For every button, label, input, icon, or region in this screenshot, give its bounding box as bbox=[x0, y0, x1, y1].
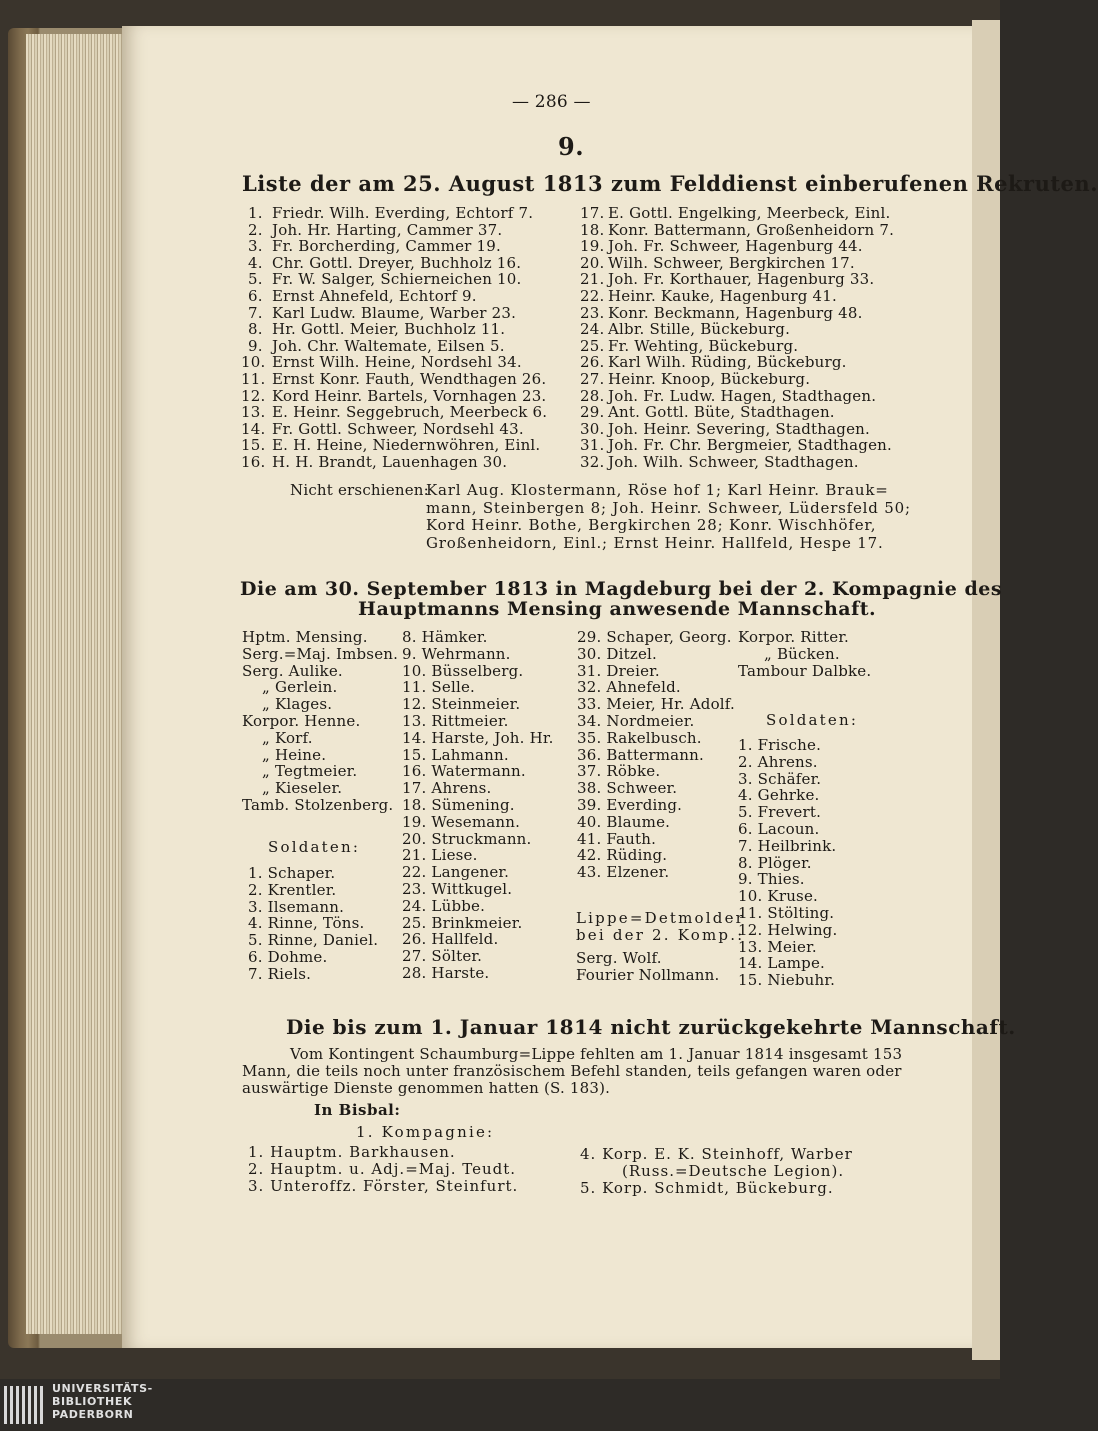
recruit-number: 19. bbox=[580, 237, 605, 256]
company-soldier: 16. Watermann. bbox=[402, 762, 526, 781]
company-soldier: 9. Thies. bbox=[738, 870, 805, 889]
logo-bar bbox=[16, 1386, 19, 1424]
recruit-number: 29. bbox=[580, 403, 605, 422]
recruit-number: 13. bbox=[241, 403, 266, 422]
not-appeared-label: Nicht erschienen: bbox=[290, 481, 429, 499]
company-soldier: 15. Niebuhr. bbox=[738, 971, 836, 990]
recruit-number: 27. bbox=[580, 370, 605, 388]
recruit-number: 2. bbox=[248, 220, 263, 239]
missing-person: 2. Hauptm. u. Adj.=Maj. Teudt. bbox=[248, 1160, 517, 1178]
company-soldier: 14. Lampe. bbox=[738, 954, 825, 973]
company-soldier: 35. Rakelbusch. bbox=[577, 728, 702, 747]
recruit-number: 12. bbox=[241, 386, 266, 405]
lippe-label: Lippe=Detmolder bbox=[576, 909, 746, 927]
recruit-entry: Kord Heinr. Bartels, Vornhagen 23. bbox=[272, 386, 547, 405]
recruit-number: 25. bbox=[580, 336, 605, 355]
heading-missing: Die bis zum 1. Januar 1814 nicht zurückgekehrte Mannschaft. bbox=[286, 1015, 1016, 1039]
company-soldier: 23. Wittkugel. bbox=[402, 880, 513, 898]
company-soldier: 20. Struckmann. bbox=[402, 829, 532, 848]
not-appeared-line: Karl Aug. Klostermann, Röse hof 1; Karl Heinr. Brauk= bbox=[426, 481, 889, 499]
recruit-number: 9. bbox=[248, 336, 263, 355]
missing-person: 5. Korp. Schmidt, Bückeburg. bbox=[580, 1179, 834, 1197]
company-officer: „ Gerlein. bbox=[262, 678, 338, 697]
company-officer: „ Bücken. bbox=[764, 644, 840, 663]
paragraph-line: Mann, die teils noch unter französischem Befehl standen, teils gefangen waren oder bbox=[242, 1062, 902, 1080]
soldaten-label: Soldaten: bbox=[268, 838, 361, 856]
recruit-entry: Wilh. Schweer, Bergkirchen 17. bbox=[608, 253, 855, 272]
company-soldier: 12. Helwing. bbox=[738, 920, 838, 939]
recruit-number: 22. bbox=[580, 287, 605, 305]
company-soldier: 6. Lacoun. bbox=[738, 820, 820, 838]
company-soldier: 1. Frische. bbox=[738, 736, 822, 754]
company-soldier: 11. Stölting. bbox=[738, 904, 835, 922]
company-soldier: 30. Ditzel. bbox=[577, 644, 658, 663]
missing-person: 3. Unteroffz. Förster, Steinfurt. bbox=[248, 1177, 519, 1195]
company-soldier: 11. Selle. bbox=[402, 678, 476, 697]
company-soldier: 5. Rinne, Daniel. bbox=[248, 931, 379, 950]
recruit-number: 26. bbox=[580, 353, 605, 372]
subheading-bisbal: In Bisbal: bbox=[314, 1101, 401, 1119]
recruit-number: 1. bbox=[248, 204, 263, 222]
company-soldier: 19. Wesemann. bbox=[402, 812, 521, 831]
recruit-entry: E. Gottl. Engelking, Meerbeck, Einl. bbox=[608, 204, 891, 222]
company-soldier: 40. Blaume. bbox=[577, 812, 671, 831]
recruit-entry: Ernst Ahnefeld, Echtorf 9. bbox=[272, 287, 477, 305]
company-soldier: 41. Fauth. bbox=[577, 829, 657, 848]
company-soldier: 37. Röbke. bbox=[577, 762, 661, 781]
company-soldier: 17. Ahrens. bbox=[402, 779, 492, 798]
recruit-entry: Konr. Beckmann, Hagenburg 48. bbox=[608, 303, 863, 322]
recruit-number: 32. bbox=[580, 453, 605, 471]
company-soldier: 4. Rinne, Töns. bbox=[248, 914, 365, 933]
company-soldier: 28. Harste. bbox=[402, 964, 490, 982]
recruit-entry: Joh. Fr. Chr. Bergmeier, Stadthagen. bbox=[608, 436, 892, 455]
logo-bar bbox=[34, 1386, 37, 1424]
company-officer: Korpor. Henne. bbox=[242, 712, 361, 730]
recruit-number: 11. bbox=[241, 370, 266, 388]
not-appeared-line: Kord Heinr. Bothe, Bergkirchen 28; Konr. Wischhöfer, bbox=[426, 516, 877, 534]
company-soldier: 13. Meier. bbox=[738, 937, 817, 956]
recruit-entry: Ernst Wilh. Heine, Nordsehl 34. bbox=[272, 353, 522, 372]
heading-company-line2: Hauptmanns Mensing anwesende Mannschaft. bbox=[358, 598, 877, 620]
recruit-entry: Albr. Stille, Bückeburg. bbox=[608, 320, 791, 339]
paragraph-line: Vom Kontingent Schaumburg=Lippe fehlten am 1. Januar 1814 insgesamt 153 bbox=[290, 1045, 903, 1063]
company-soldier: 5. Frevert. bbox=[738, 803, 822, 822]
company-soldier: 8. Plöger. bbox=[738, 853, 812, 872]
company-soldier: 43. Elzener. bbox=[577, 863, 670, 882]
company-soldier: 2. Krentler. bbox=[248, 880, 337, 899]
recruit-number: 10. bbox=[241, 353, 266, 372]
company-soldier: 7. Riels. bbox=[248, 964, 312, 983]
company-soldier: 13. Rittmeier. bbox=[402, 712, 509, 730]
company-soldier: 12. Steinmeier. bbox=[402, 695, 521, 714]
company-soldier: 8. Hämker. bbox=[402, 628, 488, 646]
soldaten-label: Soldaten: bbox=[766, 711, 859, 729]
logo-bar bbox=[22, 1386, 25, 1424]
recruit-entry: Joh. Wilh. Schweer, Stadthagen. bbox=[608, 453, 859, 471]
logo-bar bbox=[4, 1386, 7, 1424]
recruit-number: 31. bbox=[580, 436, 605, 455]
company-soldier: 6. Dohme. bbox=[248, 948, 328, 966]
recruit-entry: E. Heinr. Seggebruch, Meerbeck 6. bbox=[272, 403, 548, 422]
logo-bar bbox=[40, 1386, 43, 1424]
recruit-entry: Ernst Konr. Fauth, Wendthagen 26. bbox=[272, 370, 547, 388]
company-soldier: 10. Kruse. bbox=[738, 887, 819, 906]
recruit-number: 5. bbox=[248, 270, 263, 289]
missing-person: (Russ.=Deutsche Legion). bbox=[622, 1162, 845, 1180]
company-soldier: 3. Ilsemann. bbox=[248, 897, 345, 916]
company-soldier: 21. Liese. bbox=[402, 846, 478, 865]
recruit-entry: Ant. Gottl. Büte, Stadthagen. bbox=[608, 403, 835, 422]
company-soldier: 24. Lübbe. bbox=[402, 896, 486, 915]
company-officer: Serg.=Maj. Imbsen. bbox=[242, 644, 399, 663]
recruit-number: 14. bbox=[241, 419, 266, 438]
recruit-entry: Chr. Gottl. Dreyer, Buchholz 16. bbox=[272, 253, 522, 272]
logo-bar bbox=[10, 1386, 13, 1424]
logo-bar bbox=[28, 1386, 31, 1424]
recruit-entry: Joh. Heinr. Severing, Stadthagen. bbox=[608, 419, 870, 438]
recruit-entry: H. H. Brandt, Lauenhagen 30. bbox=[272, 453, 508, 471]
company-officer: Hptm. Mensing. bbox=[242, 628, 368, 646]
company-soldier: 22. Langener. bbox=[402, 863, 510, 882]
company-soldier: 26. Hallfeld. bbox=[402, 930, 499, 949]
library-logo-icon bbox=[4, 1386, 46, 1424]
company-soldier: 25. Brinkmeier. bbox=[402, 913, 523, 932]
recruit-number: 18. bbox=[580, 220, 605, 239]
recruit-entry: Joh. Fr. Schweer, Hagenburg 44. bbox=[608, 237, 863, 256]
company-soldier: 39. Everding. bbox=[577, 796, 683, 814]
company-officer: Tamb. Stolzenberg. bbox=[242, 796, 394, 814]
recruit-number: 7. bbox=[248, 303, 263, 322]
company-officer: Tambour Dalbke. bbox=[738, 661, 872, 680]
lippe-member: Fourier Nollmann. bbox=[576, 965, 720, 984]
recruit-number: 23. bbox=[580, 303, 605, 322]
recruit-entry: Heinr. Kauke, Hagenburg 41. bbox=[608, 287, 838, 305]
recruit-number: 20. bbox=[580, 253, 605, 272]
company-officer: „ Heine. bbox=[262, 745, 327, 764]
recruit-number: 21. bbox=[580, 270, 605, 289]
company-soldier: 27. Sölter. bbox=[402, 947, 483, 966]
company-soldier: 1. Schaper. bbox=[248, 864, 336, 882]
recruit-entry: Karl Wilh. Rüding, Bückeburg. bbox=[608, 353, 847, 372]
company-soldier: 34. Nordmeier. bbox=[577, 712, 695, 730]
recruit-number: 16. bbox=[241, 453, 266, 471]
company-soldier: 2. Ahrens. bbox=[738, 752, 818, 771]
recruit-entry: Konr. Battermann, Großenheidorn 7. bbox=[608, 220, 895, 239]
recruit-number: 17. bbox=[580, 204, 605, 222]
company-soldier: 7. Heilbrink. bbox=[738, 836, 837, 855]
recruit-entry: Hr. Gottl. Meier, Buchholz 11. bbox=[272, 320, 506, 339]
heading-recruits: Liste der am 25. August 1813 zum Felddienst einberufenen Rekruten. bbox=[242, 171, 1098, 196]
recruit-number: 3. bbox=[248, 237, 263, 256]
recruit-number: 4. bbox=[248, 253, 263, 272]
recruit-entry: Joh. Chr. Waltemate, Eilsen 5. bbox=[272, 336, 505, 355]
recruit-entry: Joh. Fr. Ludw. Hagen, Stadthagen. bbox=[608, 386, 877, 405]
not-appeared-line: Großenheidorn, Einl.; Ernst Heinr. Hallfeld, Hespe 17. bbox=[426, 533, 884, 552]
section-number: 9. bbox=[558, 132, 585, 161]
recruit-entry: Friedr. Wilh. Everding, Echtorf 7. bbox=[272, 204, 534, 222]
company-soldier: 3. Schäfer. bbox=[738, 769, 822, 788]
kompagnie-label: 1. Kompagnie: bbox=[356, 1123, 495, 1141]
company-soldier: 10. Büsselberg. bbox=[402, 661, 524, 680]
company-soldier: 4. Gehrke. bbox=[738, 786, 820, 805]
company-officer: „ Korf. bbox=[262, 728, 313, 747]
facing-page-edge bbox=[972, 20, 1000, 1360]
company-soldier: 15. Lahmann. bbox=[402, 745, 509, 764]
lippe-label: bei der 2. Komp.: bbox=[576, 926, 745, 944]
recruit-number: 30. bbox=[580, 419, 605, 438]
recruit-entry: E. H. Heine, Niedernwöhren, Einl. bbox=[272, 436, 541, 455]
missing-person: 4. Korp. E. K. Steinhoff, Warber bbox=[580, 1145, 853, 1163]
recruit-number: 8. bbox=[248, 320, 263, 339]
company-officer: Serg. Aulike. bbox=[242, 661, 343, 680]
company-soldier: 42. Rüding. bbox=[577, 846, 668, 865]
recruit-entry: Fr. Gottl. Schweer, Nordsehl 43. bbox=[272, 419, 524, 438]
company-soldier: 9. Wehrmann. bbox=[402, 644, 511, 663]
recruit-entry: Fr. Borcherding, Cammer 19. bbox=[272, 237, 501, 256]
recruit-entry: Heinr. Knoop, Bückeburg. bbox=[608, 370, 811, 388]
paragraph-line: auswärtige Dienste genommen hatten (S. 183). bbox=[242, 1079, 611, 1097]
company-soldier: 31. Dreier. bbox=[577, 661, 660, 680]
company-soldier: 29. Schaper, Georg. bbox=[577, 628, 732, 646]
recruit-entry: Fr. Wehting, Bückeburg. bbox=[608, 336, 799, 355]
company-soldier: 32. Ahnefeld. bbox=[577, 678, 681, 697]
library-name-line2: BIBLIOTHEK bbox=[52, 1395, 133, 1408]
company-soldier: 36. Battermann. bbox=[577, 745, 704, 764]
library-name-line1: UNIVERSITÄTS- bbox=[52, 1382, 153, 1395]
recruit-number: 6. bbox=[248, 287, 263, 305]
recruit-number: 24. bbox=[580, 320, 605, 339]
missing-person: 1. Hauptm. Barkhausen. bbox=[248, 1143, 456, 1161]
company-officer: „ Klages. bbox=[262, 695, 333, 714]
recruit-entry: Fr. W. Salger, Schierneichen 10. bbox=[272, 270, 522, 289]
company-officer: Korpor. Ritter. bbox=[738, 628, 850, 646]
company-soldier: 33. Meier, Hr. Adolf. bbox=[577, 695, 735, 714]
recruit-entry: Joh. Hr. Harting, Cammer 37. bbox=[272, 220, 503, 239]
company-soldier: 38. Schweer. bbox=[577, 779, 678, 798]
page-edges bbox=[26, 34, 124, 1334]
company-soldier: 18. Sümening. bbox=[402, 796, 515, 814]
company-officer: „ Kieseler. bbox=[262, 779, 343, 798]
lippe-member: Serg. Wolf. bbox=[576, 949, 662, 967]
heading-company-line1: Die am 30. September 1813 in Magdeburg bei der 2. Kompagnie des bbox=[240, 578, 1003, 600]
company-officer: „ Tegtmeier. bbox=[262, 762, 358, 781]
recruit-entry: Joh. Fr. Korthauer, Hagenburg 33. bbox=[608, 270, 875, 289]
not-appeared-line: mann, Steinbergen 8; Joh. Heinr. Schweer, Lüdersfeld 50; bbox=[426, 498, 911, 517]
recruit-number: 28. bbox=[580, 386, 605, 405]
library-name-line3: PADERBORN bbox=[52, 1408, 134, 1421]
recruit-number: 15. bbox=[241, 436, 266, 455]
company-soldier: 14. Harste, Joh. Hr. bbox=[402, 728, 554, 747]
recruit-entry: Karl Ludw. Blaume, Warber 23. bbox=[272, 303, 517, 322]
page-number: — 286 — bbox=[512, 92, 591, 112]
